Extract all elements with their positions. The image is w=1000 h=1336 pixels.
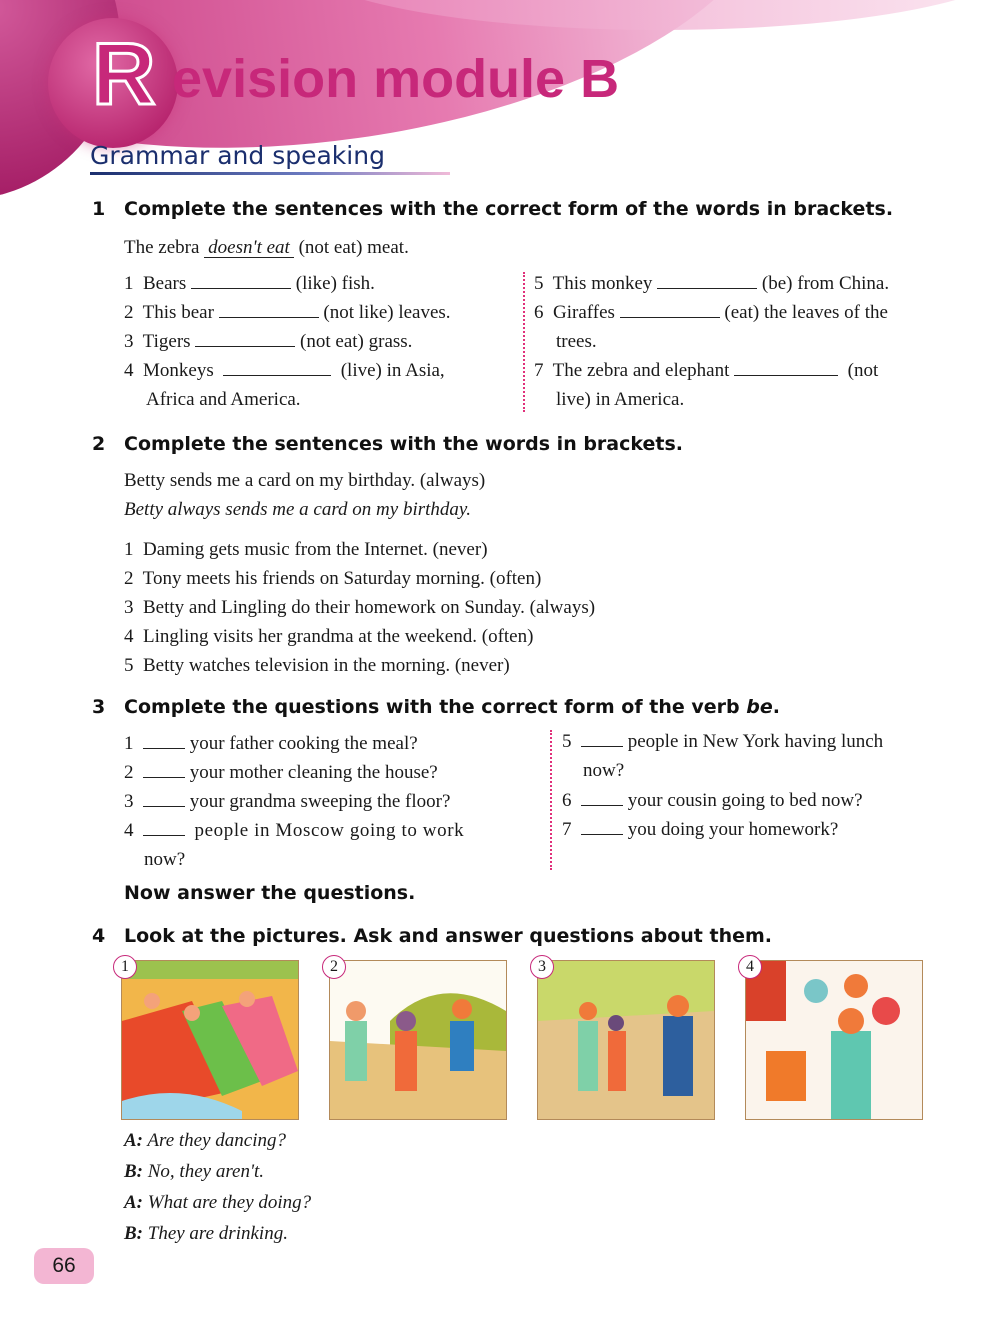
picture-beach	[121, 960, 299, 1120]
ex3-item: 6 your cousin going to bed now?	[562, 790, 863, 811]
title-initial: R	[92, 24, 156, 123]
ex1-item: 3 Tigers (not eat) grass.	[124, 331, 413, 352]
ex3-item: 4 people in Moscow going to work	[124, 820, 465, 841]
ex1-item: 5 This monkey (be) from China.	[534, 273, 890, 294]
ex3-item: 7 you doing your homework?	[562, 819, 839, 840]
answer-blank[interactable]	[657, 288, 757, 289]
column-divider	[550, 730, 552, 870]
exercise-4-title	[92, 925, 772, 947]
page-title: evision module B	[172, 49, 620, 109]
example-text: The zebra	[124, 237, 200, 258]
picture-number: 3	[530, 955, 554, 979]
ex3-item: 1 your father cooking the meal?	[124, 733, 418, 754]
ex1-item: 4 Monkeys (live) in Asia,	[124, 360, 445, 381]
column-divider	[523, 272, 525, 412]
exercise-number: 4	[92, 925, 106, 947]
ex2-item: 3 Betty and Lingling do their homework on Sunday. (always)	[124, 597, 596, 618]
ex3-followup: Now answer the questions.	[124, 882, 416, 904]
answer-blank[interactable]	[223, 375, 331, 376]
picture-number: 2	[322, 955, 346, 979]
answer-blank[interactable]	[143, 835, 185, 836]
ex1-item-continuation: Africa and America.	[146, 389, 301, 410]
exercise-2-title	[92, 433, 683, 455]
section-underline	[90, 172, 450, 175]
ex3-item: 5 people in New York having lunch	[562, 731, 884, 752]
ex2-item: 4 Lingling visits her grandma at the weekend. (often)	[124, 626, 534, 647]
example-text: (not eat) meat.	[298, 237, 409, 258]
picture-great-wall-walk	[329, 960, 507, 1120]
dialogue-line: A: What are they doing?	[124, 1192, 312, 1213]
ex1-item: 6 Giraffes (eat) the leaves of the	[534, 302, 888, 323]
exercise-instruction: Complete the sentences with the words in brackets.	[124, 433, 684, 455]
exercise-instruction: Look at the pictures. Ask and answer questions about them.	[124, 925, 773, 947]
ex1-item: 7 The zebra and elephant (not	[534, 360, 879, 381]
example-answer: doesn't eat	[204, 238, 294, 258]
example-sentence: Betty sends me a card on my birthday. (always)	[124, 470, 486, 491]
ex1-item: 2 This bear (not like) leaves.	[124, 302, 451, 323]
ex2-item: 1 Daming gets music from the Internet. (never)	[124, 539, 488, 560]
exercise-1-title	[92, 198, 893, 220]
ex1-item-continuation: live) in America.	[556, 389, 685, 410]
answer-blank[interactable]	[581, 805, 623, 806]
ex1-item-continuation: trees.	[556, 331, 597, 352]
exercise-number: 3	[92, 696, 106, 718]
ex3-item-continuation: now?	[583, 760, 625, 781]
answer-blank[interactable]	[734, 375, 838, 376]
answer-blank[interactable]	[143, 748, 185, 749]
answer-blank[interactable]	[219, 317, 319, 318]
answer-blank[interactable]	[195, 346, 295, 347]
exercise-instruction: Complete the sentences with the correct form of the words in brackets.	[124, 198, 894, 220]
answer-blank[interactable]	[620, 317, 720, 318]
page-number: 66	[34, 1248, 94, 1284]
example-answer: Betty always sends me a card on my birthday.	[124, 499, 472, 520]
picture-market	[745, 960, 923, 1120]
dialogue-line: A: Are they dancing?	[124, 1130, 287, 1151]
ex3-item-continuation: now?	[144, 849, 186, 870]
answer-blank[interactable]	[143, 777, 185, 778]
answer-blank[interactable]	[143, 806, 185, 807]
ex1-item: 1 Bears (like) fish.	[124, 273, 375, 294]
ex3-item: 3 your grandma sweeping the floor?	[124, 791, 451, 812]
answer-blank[interactable]	[581, 746, 623, 747]
answer-blank[interactable]	[191, 288, 291, 289]
answer-blank[interactable]	[581, 834, 623, 835]
exercise-number: 2	[92, 433, 106, 455]
example-sentence	[124, 238, 409, 258]
ex2-item: 5 Betty watches television in the morning. (never)	[124, 655, 510, 676]
dialogue-line: B: They are drinking.	[124, 1223, 288, 1244]
exercise-number: 1	[92, 198, 106, 220]
picture-number: 1	[113, 955, 137, 979]
exercise-3-title: 3 Complete the questions with the correct form of the verb be.	[92, 696, 780, 718]
section-heading: Grammar and speaking	[90, 141, 385, 170]
picture-number: 4	[738, 955, 762, 979]
dialogue-line: B: No, they aren't.	[124, 1161, 265, 1182]
header-banner	[0, 0, 1000, 200]
picture-great-wall-photo	[537, 960, 715, 1120]
ex2-item: 2 Tony meets his friends on Saturday morning. (often)	[124, 568, 542, 589]
ex3-item: 2 your mother cleaning the house?	[124, 762, 438, 783]
